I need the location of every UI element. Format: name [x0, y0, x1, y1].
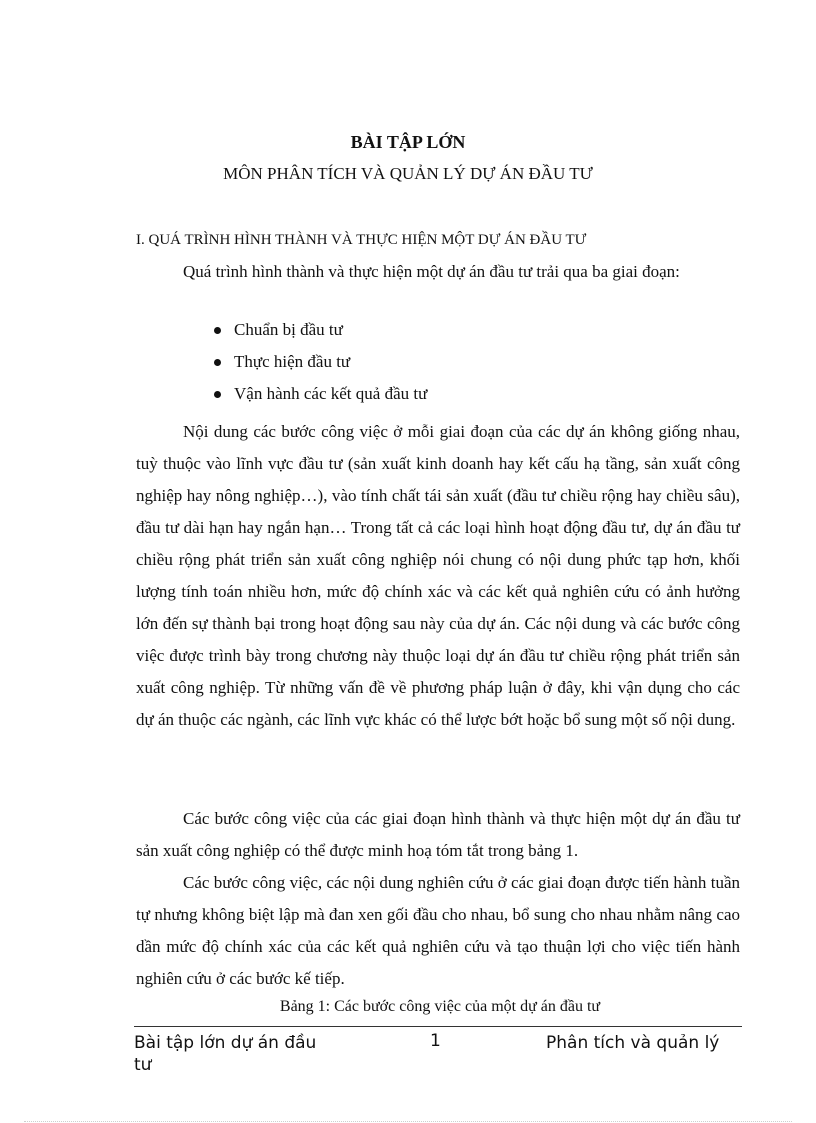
list-item [212, 378, 427, 410]
page-number: 1 [430, 1031, 441, 1051]
page-edge-divider [24, 1121, 792, 1122]
intro-paragraph: Quá trình hình thành và thực hiện một dự án đầu tư trải qua ba giai đoạn: [183, 262, 680, 281]
phase-list [212, 314, 427, 410]
body-paragraph: Các bước công việc của các giai đoạn hình thành và thực hiện một dự án đầu tư sản xuất công nghiệp có thể được minh hoạ tóm tắt trong bảng 1. [136, 809, 740, 860]
section-heading: I. QUÁ TRÌNH HÌNH THÀNH VÀ THỰC HIỆN MỘT DỰ ÁN ĐẦU TƯ [136, 232, 587, 248]
list-item-label: Chuẩn bị đầu tư [234, 320, 343, 339]
bullet-icon [214, 359, 221, 366]
list-item [212, 314, 427, 346]
footer-right-text: Phân tích và quản lý [546, 1033, 720, 1053]
footer-divider [134, 1026, 742, 1027]
document-title: BÀI TẬP LỚN [350, 132, 466, 152]
body-paragraph: Nội dung các bước công việc ở mỗi giai đoạn của các dự án không giống nhau, tuỳ thuộc vào lĩnh vực đầu tư (sản xuất kinh doanh hay kết cấu hạ tầng, sản xuất công nghiệp hay nông nghiệp…), vào tính chất tái sản xuất (đầu tư chiều rộng hay chiều sâu), đầu tư dài hạn hay ngắn hạn… Trong tất cả các loại hình hoạt động đầu tư, dự án đầu tư chiều rộng phát triển sản xuất công nghiệp nói chung có nội dung phức tạp hơn, khối lượng tính toán nhiều hơn, mức độ chính xác và các kết quả nghiên cứu có ảnh hưởng lớn đến sự thành bại trong hoạt động sau này của dự án. Các nội dung và các bước công việc được trình bày trong chương này thuộc loại dự án đầu tư chiều rộng phát triển sản xuất công nghiệp. Từ những vấn đề về phương pháp luận ở đây, khi vận dụng cho các dự án thuộc các ngành, các lĩnh vực khác có thể lược bớt hoặc bổ sung một số nội dung. [136, 422, 740, 729]
bullet-icon [214, 327, 221, 334]
bullet-icon [214, 391, 221, 398]
list-item-label: Vận hành các kết quả đầu tư [234, 384, 428, 403]
list-item-label: Thực hiện đầu tư [234, 352, 351, 371]
table-caption: Bảng 1: Các bước công việc của một dự án đầu tư [279, 998, 601, 1015]
footer-left-text: Bài tập lớn dự án đầu tư [134, 1033, 317, 1075]
list-item [212, 346, 427, 378]
body-paragraph: Các bước công việc, các nội dung nghiên cứu ở các giai đoạn được tiến hành tuần tự nhưng không biệt lập mà đan xen gối đầu cho nhau, bổ sung cho nhau nhằm nâng cao dần mức độ chính xác của các kết quả nghiên cứu và tạo thuận lợi cho việc tiến hành nghiên cứu ở các bước kế tiếp. [136, 873, 740, 988]
document-subtitle: MÔN PHÂN TÍCH VÀ QUẢN LÝ DỰ ÁN ĐẦU TƯ [223, 164, 593, 183]
